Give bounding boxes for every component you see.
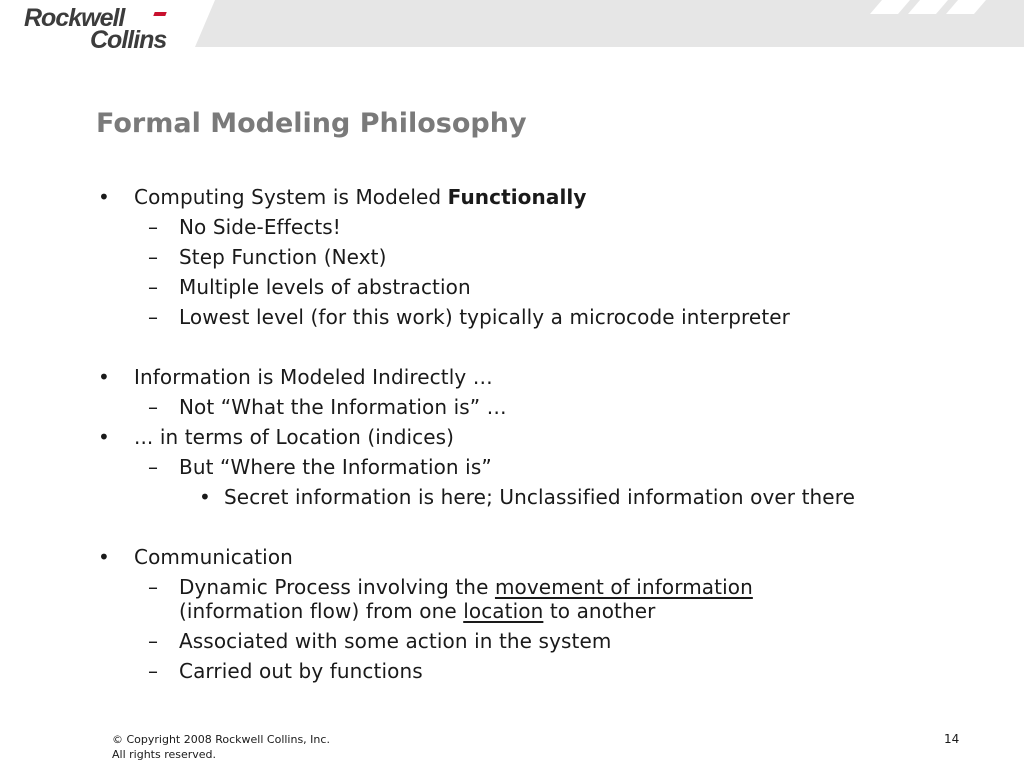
sub-bullet-where: But “Where the Information is” [179,455,492,479]
bullet-marker: • [98,185,110,209]
copyright-line1: © Copyright 2008 Rockwell Collins, Inc. [112,733,330,746]
logo-line2: Collins [90,26,167,54]
dash-marker: – [148,215,158,239]
bullet-terms-of-location: ... in terms of Location (indices) [134,425,455,449]
dash-marker: – [148,575,158,599]
dynamic-process-text: Dynamic Process involving the [179,575,495,599]
bullet-information-indirectly: Information is Modeled Indirectly … [134,365,493,389]
dash-marker: – [148,455,158,479]
bullet-marker: • [98,365,110,389]
underlined-location: location [463,599,544,623]
sub-bullet-associated-action: Associated with some action in the system [179,629,612,653]
dash-marker: – [148,275,158,299]
dash-marker: – [148,395,158,419]
to-another-text: to another [543,599,656,623]
bullet-marker: • [199,485,211,509]
bullet-computing-system [134,185,587,209]
dash-marker: – [148,629,158,653]
sub-bullet-multiple-levels: Multiple levels of abstraction [179,275,471,299]
information-flow-text: (information flow) from one [179,599,464,623]
sub-bullet-carried-out: Carried out by functions [179,659,423,683]
dash-marker: – [148,305,158,329]
sub-bullet-dynamic-process-continued [179,599,655,623]
logo-accent [153,12,166,16]
dash-marker: – [148,659,158,683]
copyright-notice [112,732,330,762]
sub-bullet-step-function: Step Function (Next) [179,245,387,269]
bullet-text: Computing System is Modeled [134,185,448,209]
page-number: 14 [944,732,960,746]
sub-bullet-not-what: Not “What the Information is” … [179,395,507,419]
slide-title: Formal Modeling Philosophy [96,108,527,139]
sub-sub-bullet-secret-information: Secret information is here; Unclassified information over there [224,485,855,509]
bullet-marker: • [98,425,110,449]
dash-marker: – [148,245,158,269]
copyright-line2: All rights reserved. [112,748,217,761]
bullet-marker: • [98,545,110,569]
logo-line1: Rockwell [24,4,125,32]
sub-bullet-no-side-effects: No Side-Effects! [179,215,341,239]
underlined-movement-of-information: movement of information [494,575,753,599]
sub-bullet-lowest-level: Lowest level (for this work) typically a microcode interpreter [179,305,790,329]
bold-functionally: Functionally [447,185,587,209]
sub-bullet-dynamic-process [179,575,753,599]
rockwell-collins-logo [22,4,192,54]
bullet-communication: Communication [134,545,293,569]
